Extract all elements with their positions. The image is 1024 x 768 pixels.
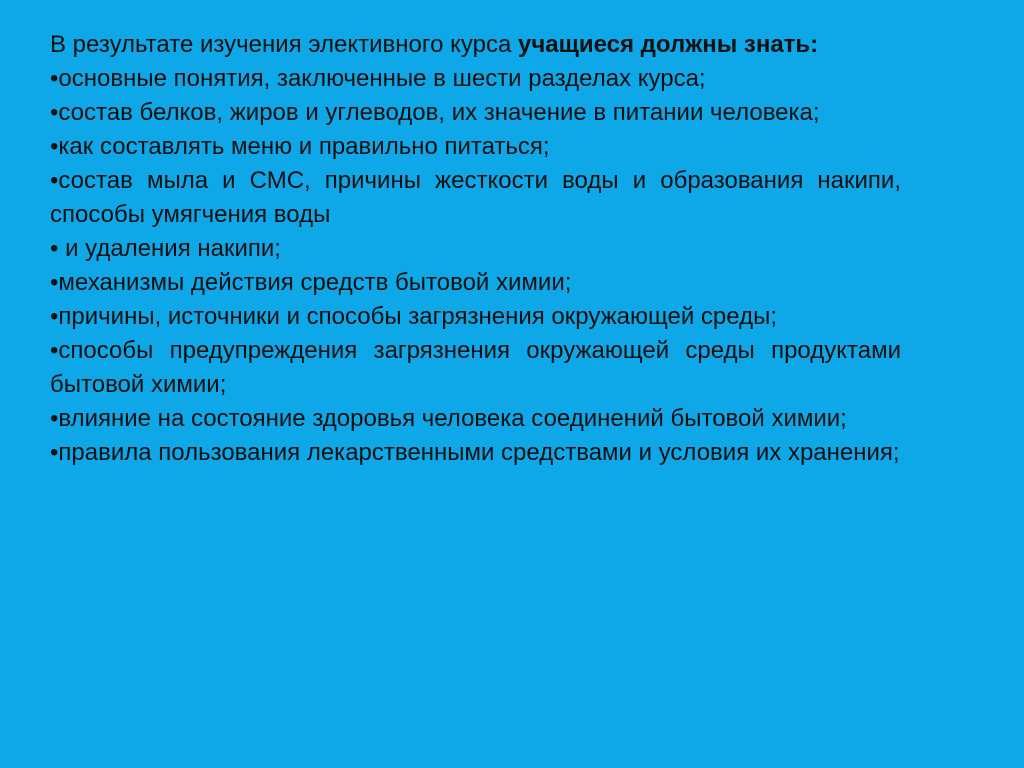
list-item: •правила пользования лекарственными средствами и условия их хранения; xyxy=(50,439,900,466)
list-item: •как составлять меню и правильно питаться; xyxy=(50,133,550,160)
slide-body-text xyxy=(50,28,901,470)
list-item: •механизмы действия средств бытовой химии; xyxy=(50,269,572,296)
list-item: •способы предупреждения загрязнения окружающей среды продуктами бытовой химии; xyxy=(50,337,901,398)
list-item: •причины, источники и способы загрязнения окружающей среды; xyxy=(50,303,777,330)
list-item: • и удаления накипи; xyxy=(50,235,281,262)
intro-plain-text: В результате изучения элективного курса xyxy=(50,31,518,58)
list-item: •влияние на состояние здоровья человека соединений бытовой химии; xyxy=(50,405,847,432)
list-item: •основные понятия, заключенные в шести разделах курса; xyxy=(50,65,706,92)
intro-bold-text: учащиеся должны знать: xyxy=(517,31,819,58)
list-item: •состав мыла и СМС, причины жесткости воды и образования накипи, способы умягчения воды xyxy=(50,167,901,228)
list-item: •состав белков, жиров и углеводов, их значение в питании человека; xyxy=(50,99,820,126)
intro-paragraph xyxy=(50,28,901,62)
